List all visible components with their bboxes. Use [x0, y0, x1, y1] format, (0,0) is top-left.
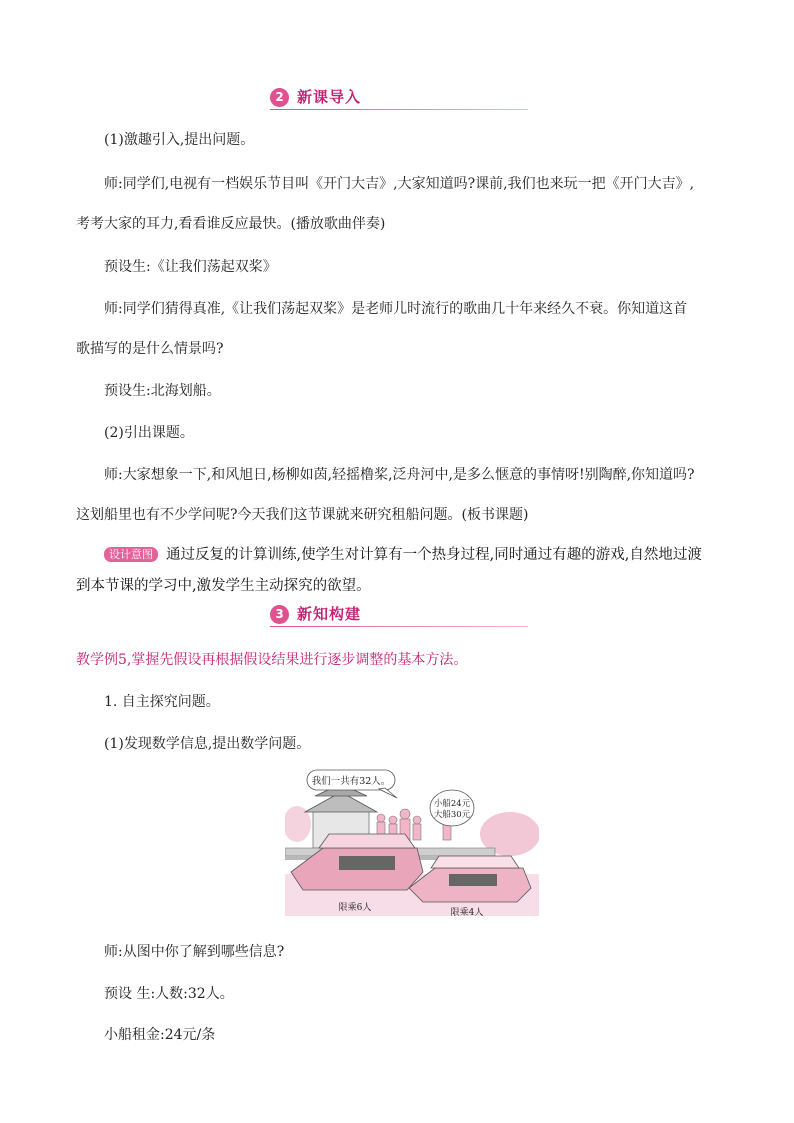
section-number-badge: 2	[270, 88, 289, 107]
paragraph: 师:大家想象一下,和风旭日,杨柳如茵,轻摇橹桨,泛舟河中,是多么惬意的事情呀!别陶醉,你知道吗?	[104, 467, 695, 483]
paragraph: 考考大家的耳力,看看谁反应最快。(播放歌曲伴奏)	[76, 216, 386, 232]
section-title: 新课导入	[297, 88, 362, 106]
paragraph: 预设生:北海划船。	[104, 383, 221, 399]
paragraph: (1)激趣引入,提出问题。	[104, 132, 255, 148]
small-boat-capacity: 限乘4人	[450, 908, 484, 916]
section-title: 新知构建	[297, 605, 362, 623]
paragraph: 小船租金:24元/条	[104, 1027, 216, 1043]
paragraph: 预设 生:人数:32人。	[104, 986, 234, 1002]
price-small-boat: 小船24元	[433, 799, 471, 809]
paragraph: 歌描写的是什么情景吗?	[76, 341, 224, 357]
paragraph: 师:从图中你了解到哪些信息?	[104, 944, 285, 960]
price-big-boat: 大船30元	[433, 810, 471, 820]
design-intent-text: 通过反复的计算训练,使学生对计算有一个热身过程,同时通过有趣的游戏,自然地过渡	[166, 547, 702, 563]
paragraph: 这划船里也有不少学问呢?今天我们这节课就来研究租船问题。(板书课题)	[76, 507, 529, 523]
paragraph: 师:同学们猜得真准,《让我们荡起双桨》是老师儿时流行的歌曲几十年来经久不衰。你知道这首	[104, 301, 688, 317]
boat-rental-illustration	[285, 764, 539, 916]
section-underline	[270, 626, 528, 627]
section-number-badge: 3	[270, 605, 289, 624]
paragraph: 预设生:《让我们荡起双桨》	[104, 259, 277, 275]
section-heading-intro	[270, 86, 530, 112]
design-intent-line	[104, 545, 754, 565]
paragraph: 1. 自主探究问题。	[104, 694, 220, 710]
paragraph: (1)发现数学信息,提出数学问题。	[104, 736, 311, 752]
section-heading-new-knowledge	[270, 603, 530, 629]
design-intent-text-cont: 到本节课的学习中,激发学生主动探究的欲望。	[76, 578, 371, 594]
design-intent-tag: 设计意图	[104, 547, 158, 562]
section-underline	[270, 109, 528, 110]
speech-bubble-text: 我们一共有32人。	[311, 776, 391, 787]
big-boat-capacity: 限乘6人	[338, 903, 372, 913]
teaching-goal: 教学例5,掌握先假设再根据假设结果进行逐步调整的基本方法。	[76, 652, 468, 668]
paragraph: (2)引出课题。	[104, 425, 194, 441]
paragraph: 师:同学们,电视有一档娱乐节目叫《开门大吉》,大家知道吗?课前,我们也来玩一把《开门大吉》,	[104, 176, 695, 192]
